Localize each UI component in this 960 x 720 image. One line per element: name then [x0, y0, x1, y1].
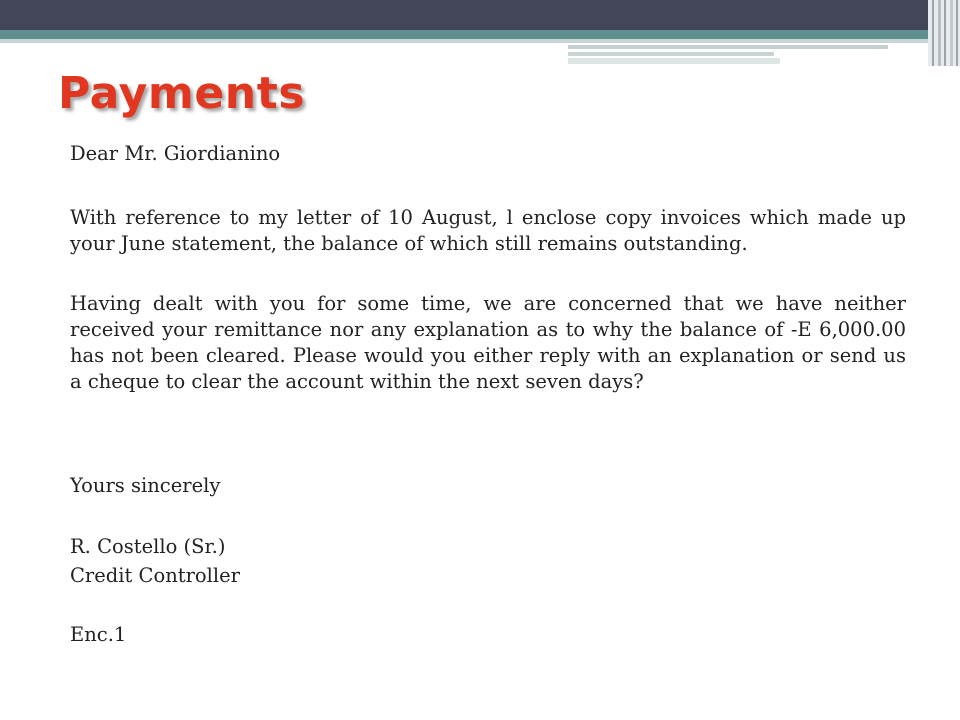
- decorative-line: [568, 52, 774, 56]
- corner-decoration: [928, 0, 960, 66]
- decorative-line: [568, 45, 888, 49]
- header-light-strip: [0, 39, 960, 43]
- enclosure-note: Enc.1: [70, 623, 127, 646]
- header-accent-band: [0, 30, 960, 39]
- decorative-line: [568, 58, 780, 64]
- letter-closing: Yours sincerely: [70, 474, 221, 497]
- letter-paragraph-2: Having dealt with you for some time, we are concerned that we have neither received your remittance nor any explanation as to why the balance of -E 6,000.00 has not been cleared. Please would you either reply with an explanation or send us a cheque to clear the account within the next seven days?: [70, 292, 906, 393]
- signatory-title: Credit Controller: [70, 564, 240, 587]
- slide-title: Payments: [58, 68, 306, 119]
- letter-salutation: Dear Mr. Giordianino: [70, 142, 281, 165]
- letter-paragraph-1: With reference to my letter of 10 August, l enclose copy invoices which made up your June statement, the balance of which still remains outstanding.: [70, 206, 906, 255]
- header-bar: [0, 0, 960, 30]
- signatory-name: R. Costello (Sr.): [70, 535, 226, 558]
